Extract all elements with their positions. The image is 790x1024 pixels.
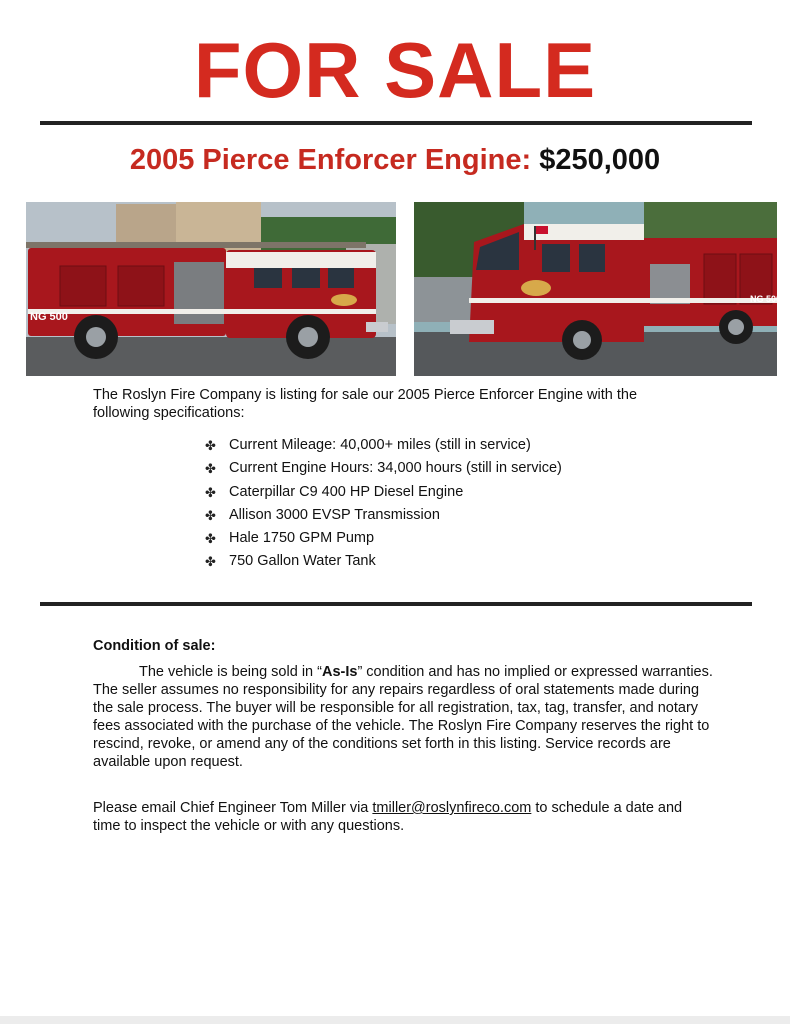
spec-item: [205, 434, 562, 457]
spec-item: [205, 550, 562, 573]
spec-text: Current Mileage: 40,000+ miles (still in service): [229, 437, 531, 453]
spec-list: [205, 434, 562, 574]
spec-text: Current Engine Hours: 34,000 hours (still in service): [229, 460, 562, 477]
right-truck-label: NG 500: [750, 294, 782, 304]
as-is-emphasis: As-Is: [321, 664, 358, 680]
truck-side-photo: [26, 202, 396, 376]
bullet-icon: ✤: [205, 531, 216, 547]
page-bottom-edge: [0, 1016, 790, 1024]
bullet-icon: ✤: [205, 484, 216, 500]
intro-paragraph: The Roslyn Fire Company is listing for sale our 2005 Pierce Enforcer Engine with the following specifications:: [93, 387, 638, 421]
condition-text-start: The vehicle is being sold in “: [139, 664, 322, 680]
spec-item: [205, 504, 562, 527]
bullet-icon: ✤: [205, 438, 216, 453]
bullet-icon: ✤: [205, 554, 216, 570]
spec-text: Hale 1750 GPM Pump: [229, 530, 375, 547]
bottom-divider: [40, 602, 752, 606]
spec-text: Allison 3000 EVSP Transmission: [229, 506, 440, 523]
condition-heading: Condition of sale:: [93, 638, 216, 654]
listing-title: [0, 141, 790, 179]
truck-front-photo: [414, 202, 782, 376]
left-truck-label: NG 500: [30, 311, 68, 323]
condition-paragraph: [93, 663, 713, 771]
vehicle-model: 2005 Pierce Enforcer Engine:: [129, 144, 532, 176]
top-divider: [40, 121, 752, 125]
spec-text: 750 Gallon Water Tank: [229, 553, 376, 570]
page-headline: FOR SALE: [193, 26, 597, 114]
spec-item: [205, 527, 562, 550]
contact-text-start: Please email Chief Engineer Tom Miller via: [93, 800, 373, 816]
bullet-icon: ✤: [205, 507, 216, 523]
bullet-icon: ✤: [205, 461, 216, 477]
contact-paragraph: [93, 799, 713, 835]
spec-item: [205, 457, 562, 480]
spec-item: [205, 481, 562, 504]
spec-text: Caterpillar C9 400 HP Diesel Engine: [229, 483, 464, 500]
email-link[interactable]: tmiller@roslynfireco.com: [372, 800, 532, 816]
vehicle-price: $250,000: [539, 144, 661, 176]
condition-text-rest: ” condition and has no implied or expressed warranties. The seller assumes no responsibility for any repairs regardless of oral statements made during the sale process. The buyer will be responsible for all registration, tax, tag, transfer, and notary fees associated with the purchase of the vehicle. The Roslyn Fire Company reserves the right to rescind, revoke, or amend any of the conditions set forth in this listing. Service records are available upon request.: [93, 664, 713, 770]
truck-front-illustration: [414, 202, 782, 376]
contact-text-end: to schedule a date and time to inspect the vehicle or with any questions.: [93, 800, 683, 834]
truck-side-illustration: [26, 202, 396, 376]
